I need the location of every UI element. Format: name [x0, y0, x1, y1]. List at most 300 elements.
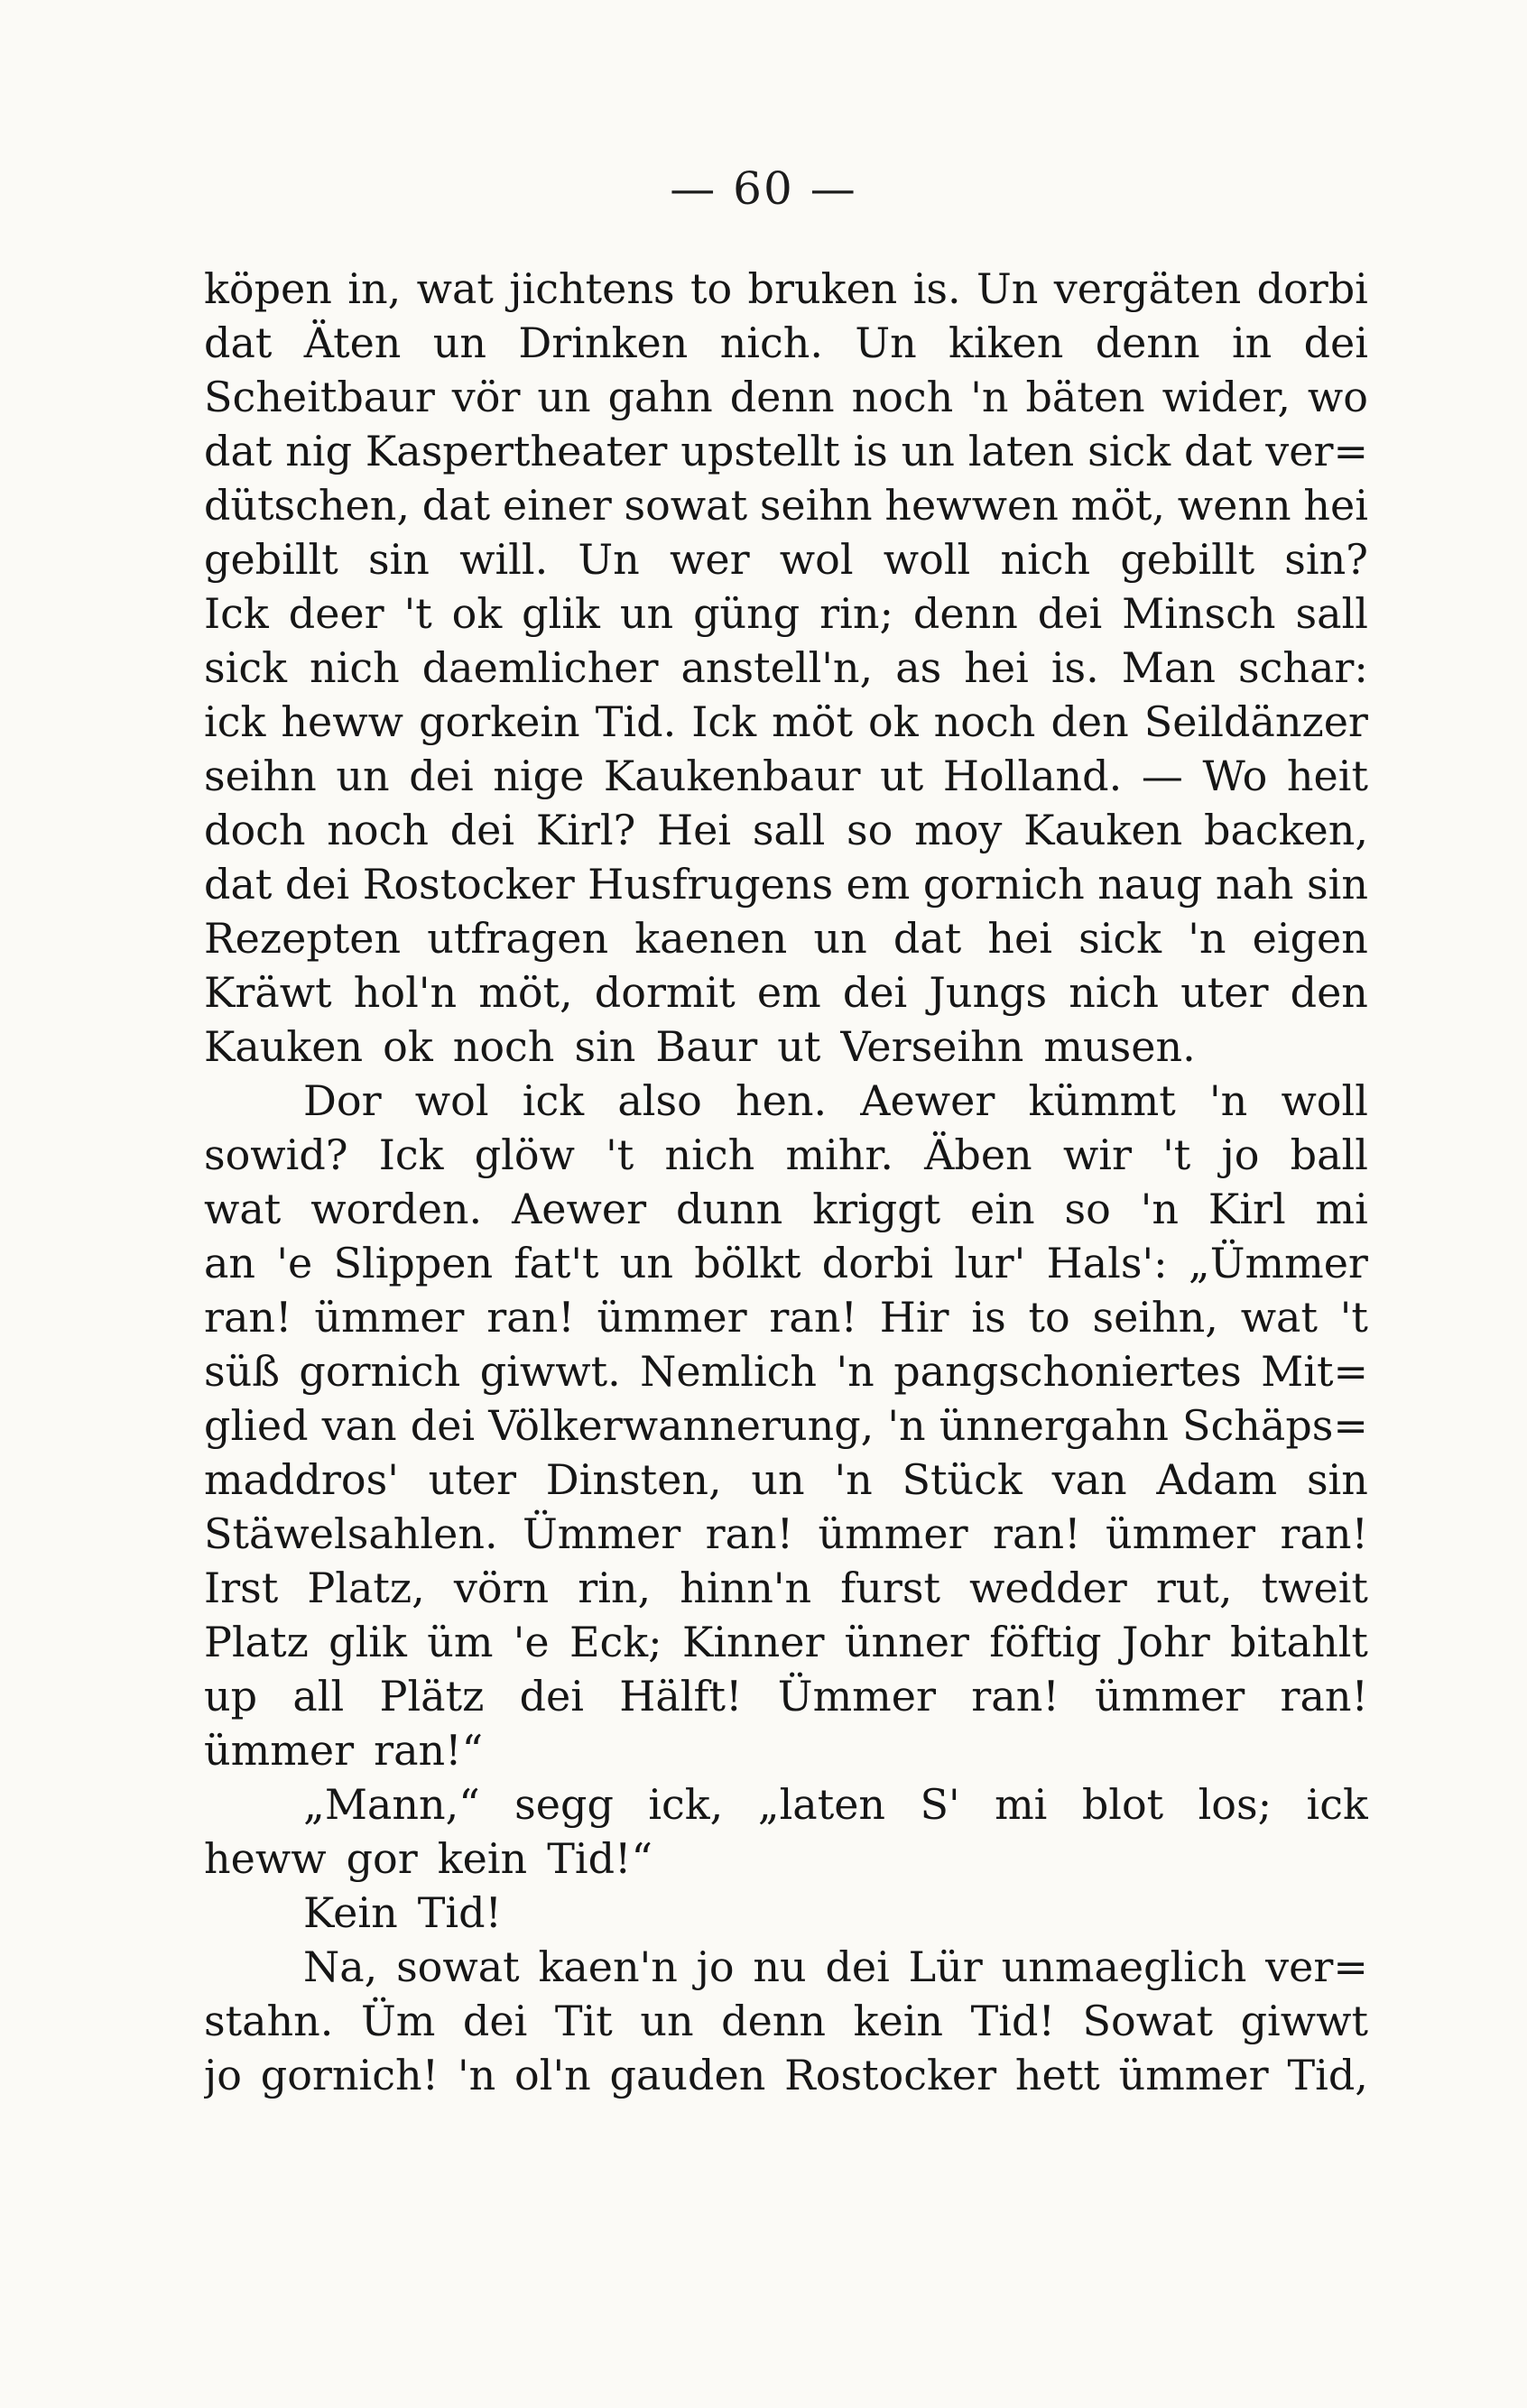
word: noch [933, 697, 1036, 746]
word: dat [204, 427, 273, 475]
word: naug [1097, 860, 1203, 909]
word: sin? [1284, 535, 1368, 584]
word: Rezepten [204, 914, 402, 963]
word: Rostocker [362, 860, 575, 909]
word: denn [912, 589, 1018, 638]
word: woll [1281, 1076, 1368, 1125]
word: ümmer [1095, 1672, 1245, 1721]
word: sick [1087, 427, 1171, 475]
word: süß [204, 1347, 280, 1396]
word: „Mann,“ [303, 1780, 480, 1829]
word: lur' [954, 1239, 1026, 1287]
word: un [813, 914, 867, 963]
word: Nemlich [640, 1347, 818, 1396]
word: ümmer [818, 1509, 968, 1558]
word: is [971, 1293, 1006, 1342]
word: denn [1095, 318, 1200, 367]
word: glöw [474, 1130, 575, 1179]
word: nu [753, 1942, 807, 1991]
word: noch [851, 373, 954, 421]
word: stahn. [204, 1997, 334, 2045]
word: Tid, [1287, 2051, 1368, 2099]
word: dunn [675, 1185, 783, 1233]
word: ok [868, 697, 919, 746]
word: sowid? [204, 1130, 348, 1179]
word: ran! [705, 1509, 794, 1558]
word: laten [967, 427, 1075, 475]
word: kriggt [812, 1185, 941, 1233]
word: Aewer [512, 1185, 647, 1233]
word: jo [1221, 1130, 1260, 1179]
word: dei [825, 1942, 890, 1991]
word: dat [204, 318, 273, 367]
word: so [1064, 1185, 1111, 1233]
word: üm [427, 1618, 494, 1666]
word: to [689, 264, 733, 313]
word: — [1141, 752, 1183, 800]
word: hewwen [884, 481, 1059, 530]
word: föftig [989, 1618, 1102, 1666]
word: dei [842, 968, 908, 1017]
text-line [204, 1453, 1368, 1507]
word: Mit= [1261, 1347, 1368, 1396]
word: so [847, 806, 893, 854]
word: sowat [624, 481, 748, 530]
word: segg [514, 1780, 614, 1829]
word: nich [309, 643, 400, 692]
word: Schäps= [1182, 1401, 1368, 1450]
word: ran! [204, 1293, 292, 1342]
word: 'n [1188, 914, 1226, 963]
word: 't [606, 1130, 634, 1179]
word: sin [1307, 860, 1368, 909]
word: Äten [303, 318, 402, 367]
word: schar: [1237, 643, 1368, 692]
word: un [619, 1239, 674, 1287]
word: wenn [1177, 481, 1291, 530]
word: wol [414, 1076, 489, 1125]
text-line [204, 1831, 1368, 1886]
word: rin; [819, 589, 893, 638]
word: denn [721, 1997, 827, 2045]
text-line [204, 478, 1368, 532]
word: up [204, 1672, 258, 1721]
word: Kaspertheater [365, 427, 668, 475]
word: Tit [554, 1997, 613, 2045]
word: ünner [844, 1618, 969, 1666]
word: ümmer [204, 1726, 355, 1775]
text-line [204, 1019, 1368, 1074]
word: pangschoniertes [893, 1347, 1242, 1396]
word: dat [1184, 427, 1253, 475]
word: Platz, [307, 1564, 425, 1612]
word: gor [346, 1834, 418, 1883]
word: mi [1315, 1185, 1368, 1233]
text-line [204, 911, 1368, 965]
word: un [432, 318, 487, 367]
word: Lür [908, 1942, 983, 1991]
word: ut [880, 752, 924, 800]
word: mi [995, 1780, 1048, 1829]
word: gornich [922, 860, 1085, 909]
text-line [204, 1561, 1368, 1615]
word: ran!“ [374, 1726, 484, 1775]
word: Un [976, 264, 1039, 313]
word: jo [204, 2051, 242, 2099]
word: dat [421, 481, 491, 530]
body-text [204, 262, 1368, 2102]
word: un [336, 752, 390, 800]
word: gorkein [419, 697, 580, 746]
word: „laten [757, 1780, 886, 1829]
word: sin [367, 535, 430, 584]
word: mihr. [785, 1130, 893, 1179]
word: heww [281, 697, 404, 746]
word: dei [462, 1997, 528, 2045]
word: is. [1050, 643, 1099, 692]
word: dei [1037, 589, 1103, 638]
word: dei [1303, 318, 1368, 367]
word: dorbi [1256, 264, 1368, 313]
word: seihn [759, 481, 873, 530]
word: un [901, 427, 955, 475]
word: glied [204, 1401, 309, 1450]
word: ol'n [514, 2051, 591, 2099]
word: hei [1303, 481, 1368, 530]
word: Irst [204, 1564, 279, 1612]
word: bruken [747, 264, 898, 313]
word: 'n [457, 2051, 496, 2099]
word: woll [883, 535, 971, 584]
word: ick [1306, 1780, 1368, 1829]
text-line [204, 1994, 1368, 2048]
word: is [853, 427, 888, 475]
word: dormit [594, 968, 736, 1017]
word: Holland. [942, 752, 1123, 800]
word: as [895, 643, 942, 692]
word: gahn [607, 373, 713, 421]
word: ver= [1265, 1942, 1368, 1991]
word: gauden [609, 2051, 766, 2099]
word: Jungs [929, 968, 1048, 1017]
word: un [537, 373, 591, 421]
word: tweit [1261, 1564, 1368, 1612]
text-line [204, 1669, 1368, 1723]
word: doch [204, 806, 306, 854]
text-line [204, 1886, 1368, 1940]
word: ut [777, 1022, 821, 1071]
word: ick [522, 1076, 585, 1125]
word: ümmer [1105, 1509, 1256, 1558]
text-line [204, 857, 1368, 911]
text-line [204, 2048, 1368, 2102]
text-line [204, 1615, 1368, 1669]
word: den [1290, 968, 1368, 1017]
word: Slippen [333, 1239, 494, 1287]
word: giwwt [1240, 1997, 1368, 2045]
text-line [204, 1290, 1368, 1344]
text-line [204, 532, 1368, 586]
word: van [1051, 1455, 1127, 1504]
word: wo [1307, 373, 1368, 421]
word: denn [729, 373, 835, 421]
word: hett [1014, 2051, 1100, 2099]
word: nah [1215, 860, 1294, 909]
word: wedder [969, 1564, 1127, 1612]
word: Verseihn [840, 1022, 1024, 1071]
word: möt [772, 697, 853, 746]
word: Ümmer [522, 1509, 681, 1558]
word: Platz [204, 1618, 309, 1666]
word: 't [1162, 1130, 1191, 1179]
word: noch [452, 1022, 555, 1071]
word: S' [920, 1780, 960, 1829]
word: 'n [1140, 1185, 1179, 1233]
word: köpen [204, 264, 332, 313]
word: 't [403, 589, 432, 638]
word: Eck; [569, 1618, 662, 1666]
word: Un [578, 535, 640, 584]
word: seihn, [1092, 1293, 1218, 1342]
word: Rostocker [784, 2051, 997, 2099]
text-line [204, 262, 1368, 316]
word: kiken [949, 318, 1064, 367]
word: sin [1306, 1455, 1368, 1504]
word: heit [1286, 752, 1368, 800]
word: em [846, 860, 911, 909]
word: vör [451, 373, 521, 421]
word: ran! [486, 1293, 575, 1342]
word: worden. [310, 1185, 483, 1233]
word: 'n [836, 1347, 875, 1396]
word: ein [970, 1185, 1035, 1233]
word: 'n [1208, 1076, 1248, 1125]
word: Stäwelsahlen. [204, 1509, 498, 1558]
word: wer [670, 535, 750, 584]
word: jo [696, 1942, 735, 1991]
word: noch [327, 806, 429, 854]
text-line [204, 803, 1368, 857]
text-line [204, 424, 1368, 478]
word: Husfrugens [588, 860, 834, 909]
word: giwwt. [479, 1347, 621, 1396]
word: van [321, 1401, 397, 1450]
page-number: — 60 — [670, 162, 857, 215]
text-line [204, 370, 1368, 424]
word: ümmer [314, 1293, 465, 1342]
word: dat [893, 914, 962, 963]
word: Äben [924, 1130, 1032, 1179]
word: Kirl [1208, 1185, 1286, 1233]
word: nich [1000, 535, 1091, 584]
text-line [204, 316, 1368, 370]
word: Johr [1121, 1618, 1210, 1666]
word: blot [1081, 1780, 1164, 1829]
word: sowat [396, 1942, 520, 1991]
word: nich. [719, 318, 823, 367]
word: jichtens [509, 264, 675, 313]
word: furst [840, 1564, 940, 1612]
word: gornich! [260, 2051, 440, 2099]
word: Dinsten, [545, 1455, 722, 1504]
text-line [204, 749, 1368, 803]
word: an [204, 1239, 256, 1287]
word: is. [912, 264, 961, 313]
word: dei [449, 806, 515, 854]
word: Tid!“ [547, 1834, 653, 1883]
word: uter [428, 1455, 516, 1504]
word: in [1231, 318, 1272, 367]
word: Kräwt [204, 968, 332, 1017]
word: ball [1290, 1130, 1368, 1179]
text-line [204, 1182, 1368, 1236]
word: nig [285, 427, 353, 475]
word: 'n [970, 373, 1009, 421]
word: Ümmer [777, 1672, 937, 1721]
word: ran! [1280, 1672, 1368, 1721]
text-line [204, 1777, 1368, 1831]
word: nich [664, 1130, 755, 1179]
word: ick [204, 697, 266, 746]
word: vergäten [1053, 264, 1242, 313]
word: dorbi [821, 1239, 934, 1287]
text-line [204, 1074, 1368, 1128]
word: sall [752, 806, 826, 854]
word: musen. [1043, 1022, 1196, 1071]
word: glik [329, 1618, 407, 1666]
word: Man [1121, 643, 1216, 692]
word: in, [347, 264, 402, 313]
word: Sowat [1082, 1997, 1214, 2045]
word: dütschen, [204, 481, 411, 530]
word: wol [779, 535, 854, 584]
word: sick [204, 643, 287, 692]
word: wider, [1161, 373, 1291, 421]
word: fat't [514, 1239, 599, 1287]
word: Minsch [1122, 589, 1276, 638]
word: bitahlt [1230, 1618, 1368, 1666]
word: wir [1062, 1130, 1132, 1179]
text-line [204, 1128, 1368, 1182]
word: anstell'n, [680, 643, 874, 692]
word: maddros' [204, 1455, 399, 1504]
word: un [619, 589, 674, 638]
word: kümmt [1028, 1076, 1176, 1125]
word: ran! [993, 1509, 1081, 1558]
word: Ick [204, 589, 269, 638]
word: Tid! [970, 1997, 1055, 2045]
word: Tid. [595, 697, 677, 746]
word: Kirl? [535, 806, 636, 854]
word: Kein [303, 1888, 398, 1937]
word: Seildänzer [1143, 697, 1368, 746]
word: all [292, 1672, 345, 1721]
word: Ick [378, 1130, 444, 1179]
word: Wo [1202, 752, 1268, 800]
word: sin [574, 1022, 636, 1071]
word: 'n [834, 1455, 873, 1504]
word: deer [288, 589, 384, 638]
word: to [1028, 1293, 1070, 1342]
word: Hei [657, 806, 732, 854]
word: Tid! [417, 1888, 503, 1937]
word: Baur [655, 1022, 758, 1071]
word: Hir [879, 1293, 949, 1342]
word: ümmer [1118, 2051, 1269, 2099]
word: Un [855, 318, 917, 367]
word: wat [1240, 1293, 1318, 1342]
word: einer [502, 481, 612, 530]
word: Kinner [681, 1618, 825, 1666]
word: kein [853, 1997, 944, 2045]
word: „Ümmer [1188, 1239, 1368, 1287]
word: dei [409, 752, 474, 800]
word: dat [204, 860, 273, 909]
word: sick [1078, 914, 1162, 963]
word: 'e [513, 1618, 550, 1666]
word: dei [410, 1401, 476, 1450]
word: ünnergahn [939, 1401, 1169, 1450]
word: ver= [1265, 427, 1368, 475]
word: gebillt [1120, 535, 1255, 584]
word: dei [284, 860, 350, 909]
word: Na, [303, 1942, 378, 1991]
word: Plätz [379, 1672, 485, 1721]
word: also [617, 1076, 702, 1125]
word: 't [1339, 1293, 1368, 1342]
word: ick, [648, 1780, 724, 1829]
word: Drinken [518, 318, 689, 367]
word: backen, [1204, 806, 1368, 854]
word: uter [1180, 968, 1269, 1017]
text-line [204, 1398, 1368, 1453]
word: Üm [360, 1997, 436, 2045]
word: rut, [1155, 1564, 1233, 1612]
text-line [204, 1723, 1368, 1777]
word: hinn'n [680, 1564, 812, 1612]
word: daemlicher [421, 643, 659, 692]
word: Adam [1156, 1455, 1278, 1504]
word: nich [1069, 968, 1160, 1017]
word: Stück [902, 1455, 1023, 1504]
word: dei [519, 1672, 584, 1721]
word: wat [204, 1185, 282, 1233]
word: em [756, 968, 821, 1017]
word: bölkt [694, 1239, 801, 1287]
word: ran! [971, 1672, 1060, 1721]
text-line [204, 1507, 1368, 1561]
word: bäten [1025, 373, 1145, 421]
word: ok [451, 589, 503, 638]
word: hen. [735, 1076, 828, 1125]
word: heww [204, 1834, 327, 1883]
word: los; [1198, 1780, 1272, 1829]
word: un [751, 1455, 805, 1504]
word: ran! [1280, 1509, 1368, 1558]
word: Kaukenbaur [603, 752, 861, 800]
word: Kauken [1023, 806, 1183, 854]
word: sall [1295, 589, 1368, 638]
text-line [204, 695, 1368, 749]
word: möt, [1070, 481, 1166, 530]
text-line [204, 641, 1368, 695]
word: 'n [887, 1401, 926, 1450]
word: gornich [299, 1347, 461, 1396]
word: vörn [453, 1564, 550, 1612]
text-line [204, 1236, 1368, 1290]
word: rin, [578, 1564, 652, 1612]
word: Völkerwannerung, [488, 1401, 875, 1450]
